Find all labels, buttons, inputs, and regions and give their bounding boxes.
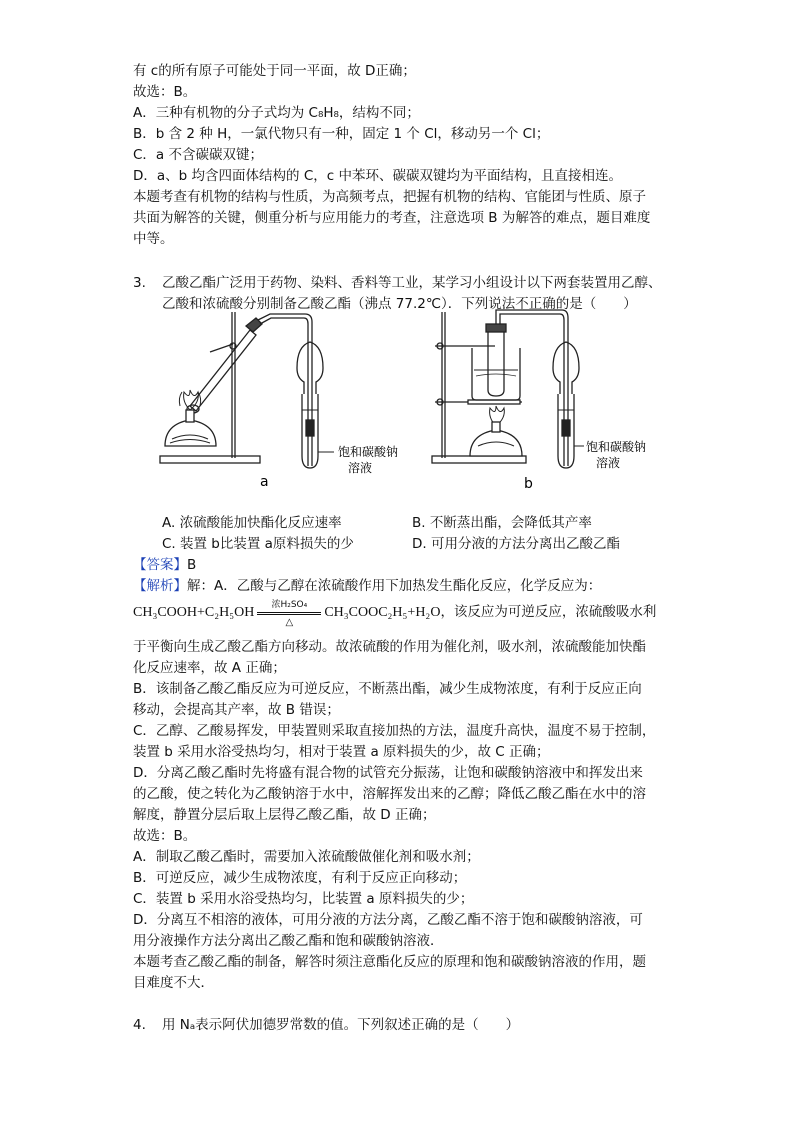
analysis-text: 解：A．乙酸与乙醇在浓硫酸作用下加热发生酯化反应，化学反应为： [187,578,602,594]
equation-products: CH₃COOC₂H₅+H₂O [324,605,441,620]
question-stem: 乙酸和浓硫酸分别制备乙酸乙酯（沸点 77.2℃）．下列说法不正确的是（ ） [162,296,637,312]
solution-label-a: 溶液 [348,461,373,475]
analysis-line: 化反应速率，故 A 正确； [133,660,286,676]
solution-label-a: 饱和碳酸钠 [338,445,399,459]
analysis-line: 解度，静置分层后取上层得乙酸乙酯，故 D 正确； [133,807,436,823]
analysis-line: C．装置 b 采用水浴受热均匀，比装置 a 原料损失的少； [133,891,474,907]
apparatus-label-b: b [524,476,533,492]
analysis-line: 移动，会提高其产率，故 B 错误； [133,702,340,718]
analysis-line: 故选：B。 [133,828,197,844]
analysis-line: A．制取乙酸乙酯时，需要加入浓硫酸做催化剂和吸水剂； [133,849,480,865]
text-line: 故选：B。 [133,84,197,100]
reaction-equation [133,599,657,628]
question-stem: 乙酸乙酯广泛用于药物、染料、香料等工业，某学习小组设计以下两套装置用乙醇、 [162,275,662,291]
text-line: D．a、b 均含四面体结构的 C，c 中苯环、碳碳双键均为平面结构，且直接相连。 [133,168,622,184]
option-a: A. 浓硫酸能加快酯化反应速率 [162,515,342,531]
condition-catalyst: 浓H₂SO₄ [271,599,308,610]
analysis-line: 的乙酸，使之转化为乙酸钠溶于水中，溶解挥发出来的乙醇；降低乙酸乙酯在水中的溶 [133,786,646,802]
option-b: B. 不断蒸出酯，会降低其产率 [412,515,592,531]
analysis-line: 于平衡向生成乙酸乙酯方向移动。故浓硫酸的作用为催化剂，吸水剂，浓硫酸能加快酯 [133,639,646,655]
text-line: A．三种有机物的分子式均为 C₈H₈，结构不同； [133,105,420,121]
analysis-line: B．可逆反应，减少生成物浓度，有利于反应正向移动； [133,870,467,886]
question-number: 3. [133,275,146,291]
text-line: C．a 不含碳碳双键； [133,147,263,163]
analysis-line: B．该制备乙酸乙酯反应为可逆反应，不断蒸出酯，减少生成物浓度，有利于反应正向 [133,681,642,697]
answer-tag: 【答案】 [133,557,187,573]
text-line: 中等。 [133,231,174,247]
reversible-arrow [257,599,321,628]
analysis-line: 装置 b 采用水浴受热均匀，相对于装置 a 原料损失的少，故 C 正确； [133,744,550,760]
condition-heat: △ [285,616,294,628]
equation-tail: ，该反应为可逆反应，浓硫酸吸水利 [440,604,657,620]
analysis-line [133,577,601,595]
analysis-line: D．分离乙酸乙酯时先将盛有混合物的试管充分振荡，让饱和碳酸钠溶液中和挥发出来 [133,765,643,781]
text-line: 本题考查有机物的结构与性质，为高频考点，把握有机物的结构、官能团与性质、原子 [133,189,646,205]
text-line: B．b 含 2 种 H，一氯代物只有一种，固定 1 个 Cl，移动另一个 Cl； [133,126,550,142]
answer-line [133,556,196,574]
analysis-line: D．分离互不相溶的液体，可用分液的方法分离，乙酸乙酯不溶于饱和碳酸钠溶液，可 [133,912,643,928]
solution-label-b: 溶液 [596,456,621,470]
option-c: C. 装置 b比装置 a原料损失的少 [162,536,354,552]
solution-label-b: 饱和碳酸钠 [586,440,647,454]
question-number: 4. [133,1017,146,1033]
apparatus-label-a: a [260,474,269,490]
option-d: D. 可用分液的方法分离出乙酸乙酯 [412,536,620,552]
analysis-line: C．乙醇、乙酸易挥发，甲装置则采取直接加热的方法，温度升高快，温度不易于控制， [133,723,656,739]
apparatus-figure [150,306,670,496]
analysis-tag: 【解析】 [133,578,187,594]
analysis-line: 用分液操作方法分离出乙酸乙酯和饱和碳酸钠溶液． [133,933,444,949]
question-stem: 用 Nₐ表示阿伏加德罗常数的值。下列叙述正确的是（ ） [162,1017,520,1033]
analysis-line: 本题考查乙酸乙酯的制备，解答时须注意酯化反应的原理和饱和碳酸钠溶液的作用，题 [133,954,646,970]
equation-reactants: CH₃COOH+C₂H₅OH [133,605,255,620]
text-line: 有 c的所有原子可能处于同一平面，故 D正确； [133,63,416,79]
analysis-line: 目难度不大． [133,975,214,991]
answer-value: B [187,557,197,573]
text-line: 共面为解答的关键，侧重分析与应用能力的考查，注意选项 B 为解答的难点，题目难度 [133,210,651,226]
